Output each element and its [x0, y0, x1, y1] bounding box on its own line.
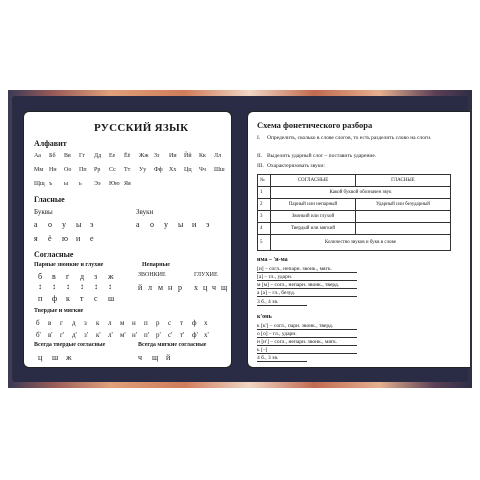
example-1-line: [а] – гл., ударн. [257, 274, 357, 281]
table-header: СОГЛАСНЫЕ [271, 175, 356, 187]
consonant-letter: н' [132, 331, 138, 339]
example-2-line: ь [–] [257, 347, 357, 354]
consonant-letter: ч [212, 283, 217, 292]
alphabet-letter: Цц [184, 167, 192, 173]
consonant-letter: с [168, 319, 172, 327]
left-page [23, 111, 232, 368]
step-1 [257, 135, 462, 141]
consonant-letter: ф [192, 319, 197, 327]
unpaired-label: Непарные [142, 262, 170, 268]
consonant-letter: п [144, 319, 148, 327]
vowel-letter: я [34, 234, 38, 243]
soft-consonants-row [36, 331, 216, 339]
example-2-summary: 4 б., 3 зв. [257, 355, 307, 362]
consonant-letter: м' [120, 331, 126, 339]
alphabet-letter: Пп [79, 167, 87, 173]
consonant-letter: з' [84, 331, 89, 339]
consonant-letter: б [38, 272, 43, 281]
alphabet-letter: ъ [49, 181, 53, 187]
vowel-sounds-label: Звуки [136, 208, 154, 216]
consonant-letter: л [148, 283, 152, 292]
consonant-letter: л [108, 319, 112, 327]
paired-label: Парные звонкие и глухие [34, 262, 104, 268]
alphabet-letter: Ээ [94, 181, 101, 187]
vowel-letters-row-1 [34, 220, 104, 229]
example-1-line: м [м] – согл., непарн. звонк., тверд. [257, 282, 357, 289]
table-header: ГЛАСНЫЕ [356, 175, 451, 187]
alphabet-letter: Щщ [34, 181, 45, 187]
table-row [258, 235, 451, 251]
table-cell: Парный или непарный [271, 199, 356, 211]
consonant-letter: т [180, 319, 184, 327]
phonetic-table [257, 174, 451, 251]
consonant-letter: п [38, 294, 43, 303]
table-row [258, 199, 451, 211]
unpaired-voiceless-row [194, 283, 230, 292]
updown-arrow-icon: ↕ [80, 282, 84, 291]
table-cell: 4 [258, 223, 271, 235]
alphabet-letter: Лл [214, 153, 222, 159]
consonant-letter: к [96, 319, 100, 327]
consonant-letter: х' [204, 331, 209, 339]
consonants-heading: Согласные [34, 250, 74, 259]
example-1-summary: 3 б., 4 зв. [257, 299, 307, 306]
consonant-letter: р [178, 283, 182, 292]
alphabet-letter: ы [64, 181, 69, 187]
consonant-letter: в [52, 272, 56, 281]
table-cell [356, 223, 451, 235]
alphabet-row-2 [34, 167, 229, 173]
always-hard-row [38, 353, 80, 362]
consonant-letter: й [138, 283, 143, 292]
consonant-letter: г [60, 319, 63, 327]
consonant-letter: з [94, 272, 98, 281]
alphabet-letter: Чч [199, 167, 206, 173]
vowel-sound: ы [178, 220, 184, 229]
table-cell: 3 [258, 211, 271, 223]
table-cell [356, 211, 451, 223]
example-1-line: [и] – согл., непарн. звонк., мягк. [257, 266, 357, 273]
consonant-letter: б' [36, 331, 41, 339]
vowel-letter: ю [62, 234, 68, 243]
table-cell: 1 [258, 187, 271, 199]
vowel-sound: э [206, 220, 210, 229]
alphabet-letter: Ёё [124, 153, 131, 159]
always-soft-row [138, 353, 180, 362]
alphabet-letter: Оо [64, 167, 72, 173]
consonant-letter: к [66, 294, 70, 303]
consonant-letter: с' [168, 331, 173, 339]
alphabet-letter: Ии [169, 153, 177, 159]
vowel-letters-label: Буквы [34, 208, 53, 216]
alphabet-letter: Шш [214, 167, 225, 173]
table-row [258, 187, 451, 199]
updown-arrow-icon: ↕ [94, 282, 98, 291]
step-text: Охарактеризовать звуки: [267, 163, 325, 169]
consonant-letter: р [156, 319, 160, 327]
example-2-word: к'онь [257, 314, 272, 320]
consonant-letter: к' [96, 331, 101, 339]
vowel-letter: э [90, 220, 94, 229]
page-title: РУССКИЙ ЯЗЫК [94, 122, 189, 134]
updown-arrow-icon: ↕ [66, 282, 70, 291]
table-cell: Твердый или мягкий [271, 223, 356, 235]
consonant-letter: м [120, 319, 125, 327]
table-row [258, 223, 451, 235]
alphabet-letter: Мм [34, 167, 44, 173]
consonant-letter: г' [60, 331, 65, 339]
vowel-letter: ё [48, 234, 52, 243]
consonant-letter: щ [152, 353, 159, 362]
example-2-line: н [н'] – согл., непарн. звонк., мягк. [257, 339, 357, 346]
alphabet-row-3 [34, 181, 139, 187]
alphabet-letter: Жж [139, 153, 149, 159]
table-cell: 2 [258, 199, 271, 211]
consonant-letter: ф' [192, 331, 198, 339]
vowel-sound: о [150, 220, 154, 229]
hard-soft-label: Твердые и мягкие [34, 308, 84, 314]
consonant-letter: н [168, 283, 173, 292]
alphabet-row-1 [34, 153, 229, 159]
consonant-letter: щ [221, 283, 228, 292]
consonant-letter: б [36, 319, 40, 327]
table-header: № [258, 175, 271, 187]
consonant-letter: п' [144, 331, 150, 339]
table-cell: Звонкий или глухой [271, 211, 356, 223]
consonant-letter: м [158, 283, 164, 292]
paired-voiceless-row [38, 294, 122, 303]
vowel-letter: и [76, 234, 81, 243]
table-cell: Ударный или безударный [356, 199, 451, 211]
paired-voiced-row [38, 272, 122, 281]
consonant-letter: ш [108, 294, 115, 303]
consonant-letter: с [94, 294, 98, 303]
alphabet-letter: Юю [109, 181, 120, 187]
table-cell: Какой буквой обозначен звук [271, 187, 451, 199]
consonant-letter: в [48, 319, 52, 327]
vowel-sound: и [192, 220, 197, 229]
voiced-label: ЗВОНКИЕ [138, 272, 166, 278]
voiceless-label: ГЛУХИЕ [194, 272, 218, 278]
step-number: I. [257, 135, 261, 141]
consonant-letter: г [66, 272, 70, 281]
alphabet-letter: Сс [109, 167, 116, 173]
consonant-letter: н [132, 319, 136, 327]
example-1-word: има – 'и-ма [257, 257, 288, 263]
unpaired-voiced-row [138, 283, 188, 292]
consonant-letter: й [166, 353, 171, 362]
step-2 [257, 153, 462, 159]
vowel-letter: а [34, 220, 38, 229]
always-soft-label: Всегда мягкие согласные [138, 342, 207, 348]
consonant-letter: з [84, 319, 87, 327]
alphabet-letter: Фф [154, 167, 163, 173]
alphabet-letter: Яя [124, 181, 131, 187]
consonant-letter: р' [156, 331, 161, 339]
consonant-letter: х [194, 283, 198, 292]
alphabet-letter: Аа [34, 153, 41, 159]
right-page [247, 111, 470, 368]
example-2-line: к [к'] – согл., парн. звонк., тверд. [257, 323, 357, 330]
example-1-line: а [а] – гл., безуд. [257, 290, 357, 297]
table-row [258, 211, 451, 223]
paired-arrows-row [38, 282, 122, 291]
table-cell: Количество звуков и букв в слове [271, 235, 451, 251]
consonant-letter: х [204, 319, 208, 327]
step-text: Определить, сколько в слове слогов, то есть разделить слово на слоги. [267, 135, 432, 141]
alphabet-letter: Нн [49, 167, 57, 173]
vowel-letter: ы [76, 220, 82, 229]
consonant-letter: ж [108, 272, 114, 281]
consonant-letter: д' [72, 331, 77, 339]
vowel-letters-row-2 [34, 234, 104, 243]
alphabet-letter: Ее [109, 153, 116, 159]
alphabet-letter: Йй [184, 153, 192, 159]
alphabet-letter: Кк [199, 153, 206, 159]
alphabet-letter: Гг [79, 153, 85, 159]
vowel-sound: а [136, 220, 140, 229]
consonant-letter: л' [108, 331, 113, 339]
table-header-row [258, 175, 451, 187]
consonant-letter: ц [203, 283, 208, 292]
updown-arrow-icon: ↕ [108, 282, 112, 291]
step-number: II. [257, 153, 263, 159]
step-text: Выделить ударный слог – поставить ударение. [267, 153, 377, 159]
vowel-letter: о [48, 220, 52, 229]
consonant-letter: д [80, 272, 85, 281]
step-3 [257, 163, 462, 169]
hard-consonants-row [36, 319, 216, 327]
alphabet-letter: Вв [64, 153, 71, 159]
alphabet-letter: Бб [49, 153, 56, 159]
scheme-title: Схема фонетического разбора [257, 120, 373, 130]
table-cell: 5 [258, 235, 271, 251]
alphabet-heading: Алфавит [34, 139, 67, 148]
vowels-heading: Гласные [34, 195, 65, 204]
vowel-letter: у [62, 220, 66, 229]
alphabet-letter: Зз [154, 153, 160, 159]
updown-arrow-icon: ↕ [52, 282, 56, 291]
consonant-letter: ш [52, 353, 59, 362]
example-2-line: о [о] – гл., ударн. [257, 331, 357, 338]
updown-arrow-icon: ↕ [38, 282, 42, 291]
alphabet-letter: Хх [169, 167, 177, 173]
alphabet-letter: Уу [139, 167, 147, 173]
alphabet-letter: Тт [124, 167, 131, 173]
vowel-letter: е [90, 234, 94, 243]
always-hard-label: Всегда твердые согласные [34, 342, 106, 348]
consonant-letter: т [80, 294, 84, 303]
vowel-sounds-row [136, 220, 220, 229]
alphabet-letter: ь [79, 181, 82, 187]
alphabet-letter: Дд [94, 153, 102, 159]
consonant-letter: т' [180, 331, 185, 339]
consonant-letter: ч [138, 353, 143, 362]
consonant-letter: ж [66, 353, 72, 362]
consonant-letter: д [72, 319, 76, 327]
step-number: III. [257, 163, 264, 169]
vowel-sound: у [164, 220, 168, 229]
consonant-letter: в' [48, 331, 53, 339]
alphabet-letter: Рр [94, 167, 101, 173]
consonant-letter: ц [38, 353, 43, 362]
consonant-letter: ф [52, 294, 58, 303]
